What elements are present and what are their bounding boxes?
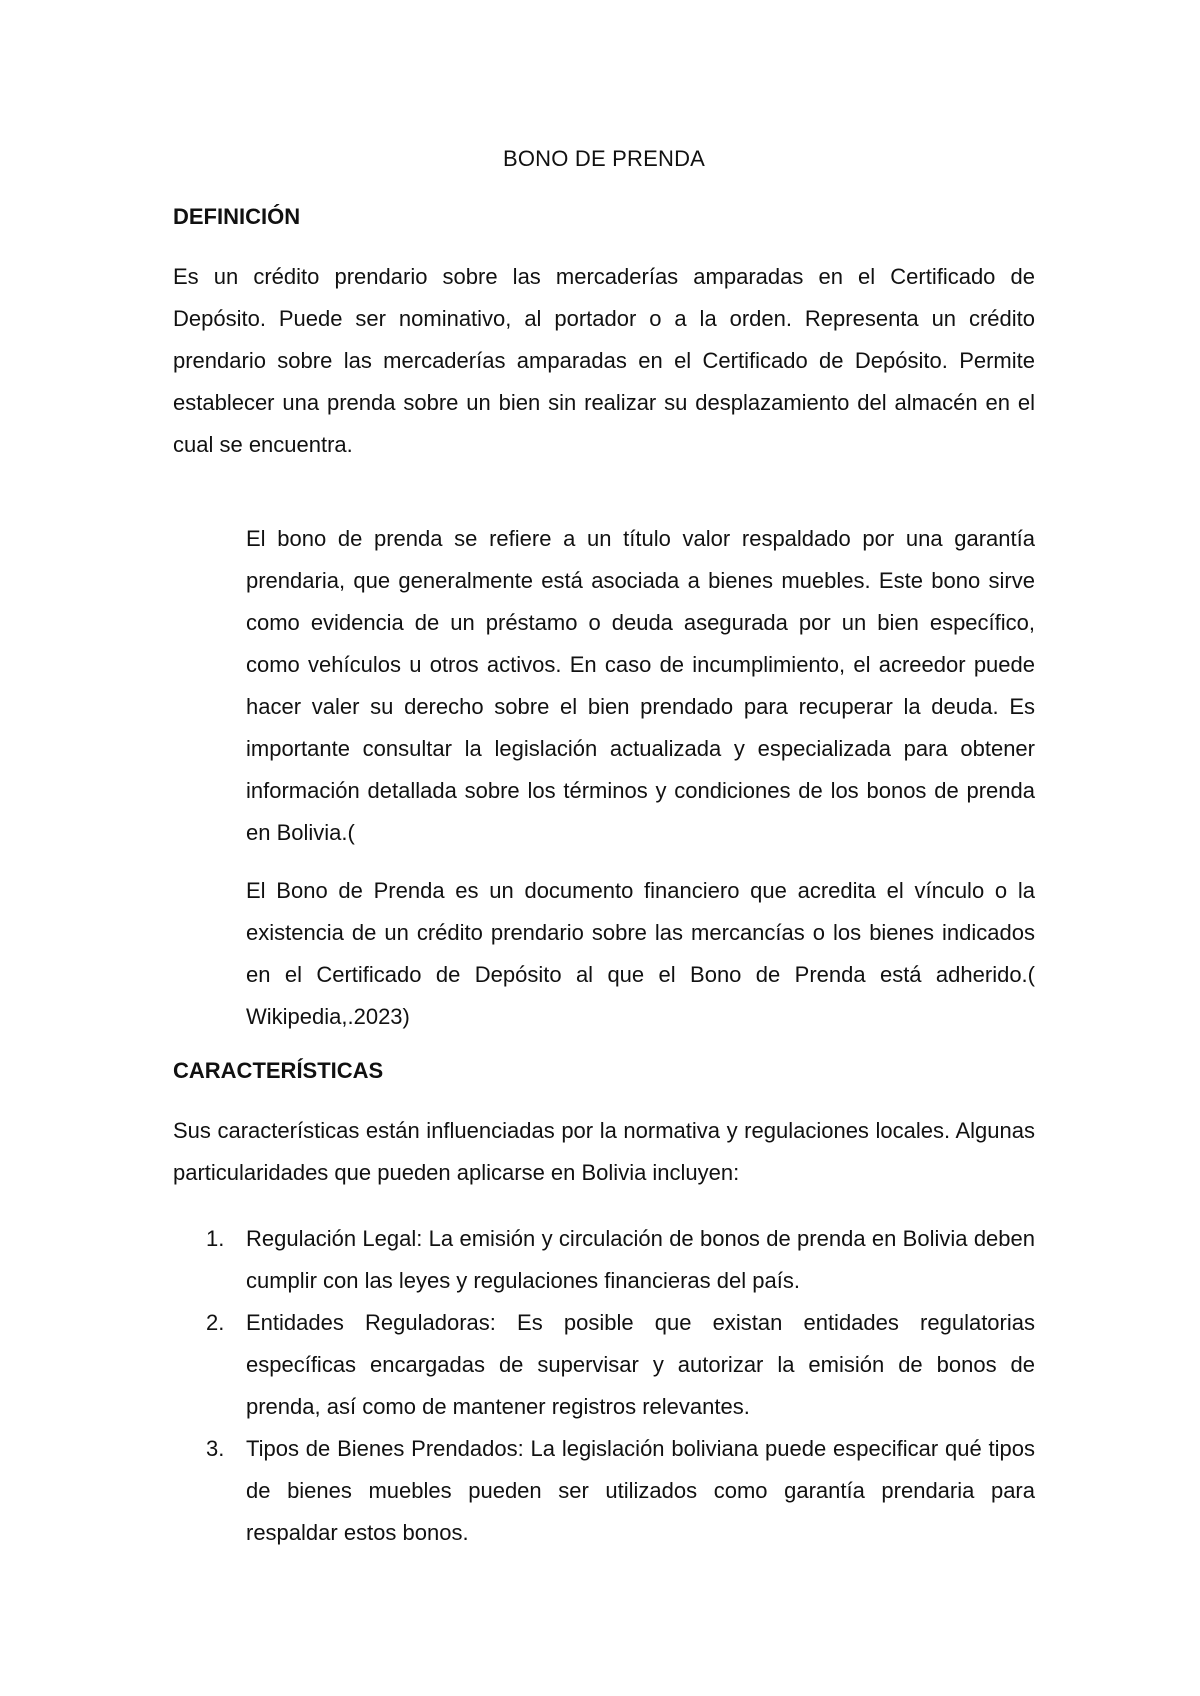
caracteristicas-list bbox=[173, 1218, 1035, 1554]
heading-caracteristicas: CARACTERÍSTICAS bbox=[173, 1058, 384, 1083]
list-item bbox=[173, 1302, 1035, 1428]
list-item-text: Entidades Reguladoras: Es posible que existan entidades regulatorias específicas encargadas de supervisar y autorizar la emisión de bonos de prenda, así como de mantener registros relevantes. bbox=[246, 1310, 1035, 1419]
definicion-quote-2: El Bono de Prenda es un documento financiero que acredita el vínculo o la existencia de un crédito prendario sobre las mercancías o los bienes indicados en el Certificado de Depósito al que el Bono de Prenda está adherido.( Wikipedia,.2023) bbox=[246, 878, 1035, 1029]
list-item bbox=[173, 1428, 1035, 1554]
list-item bbox=[173, 1218, 1035, 1302]
definicion-paragraph: Es un crédito prendario sobre las mercaderías amparadas en el Certificado de Depósito. Puede ser nominativo, al portador o a la orden. Representa un crédito prendario sobre las mercaderías amparadas en el Certificado de Depósito. Permite establecer una prenda sobre un bien sin realizar su desplazamiento del almacén en el cual se encuentra. bbox=[173, 264, 1035, 457]
list-item-number: 3. bbox=[206, 1436, 225, 1461]
heading-definicion: DEFINICIÓN bbox=[173, 204, 301, 229]
list-item-number: 2. bbox=[206, 1310, 225, 1335]
caracteristicas-paragraph: Sus características están influenciadas por la normativa y regulaciones locales. Algunas particularidades que pueden aplicarse en Bolivia incluyen: bbox=[173, 1118, 1035, 1185]
list-item-text: Regulación Legal: La emisión y circulación de bonos de prenda en Bolivia deben cumplir con las leyes y regulaciones financieras del país. bbox=[246, 1226, 1035, 1293]
definicion-quote-1: El bono de prenda se refiere a un título valor respaldado por una garantía prendaria, que generalmente está asociada a bienes muebles. Este bono sirve como evidencia de un préstamo o deuda asegurada por un bien específico, como vehículos u otros activos. En caso de incumplimiento, el acreedor puede hacer valer su derecho sobre el bien prendado para recuperar la deuda. Es importante consultar la legislación actualizada y especializada para obtener información detallada sobre los términos y condiciones de los bonos de prenda en Bolivia.( bbox=[246, 526, 1035, 845]
list-item-number: 1. bbox=[206, 1226, 225, 1251]
document-title: BONO DE PRENDA bbox=[502, 146, 706, 171]
list-item-text: Tipos de Bienes Prendados: La legislación boliviana puede especificar qué tipos de bienes muebles pueden ser utilizados como garantía prendaria para respaldar estos bonos. bbox=[246, 1436, 1035, 1545]
